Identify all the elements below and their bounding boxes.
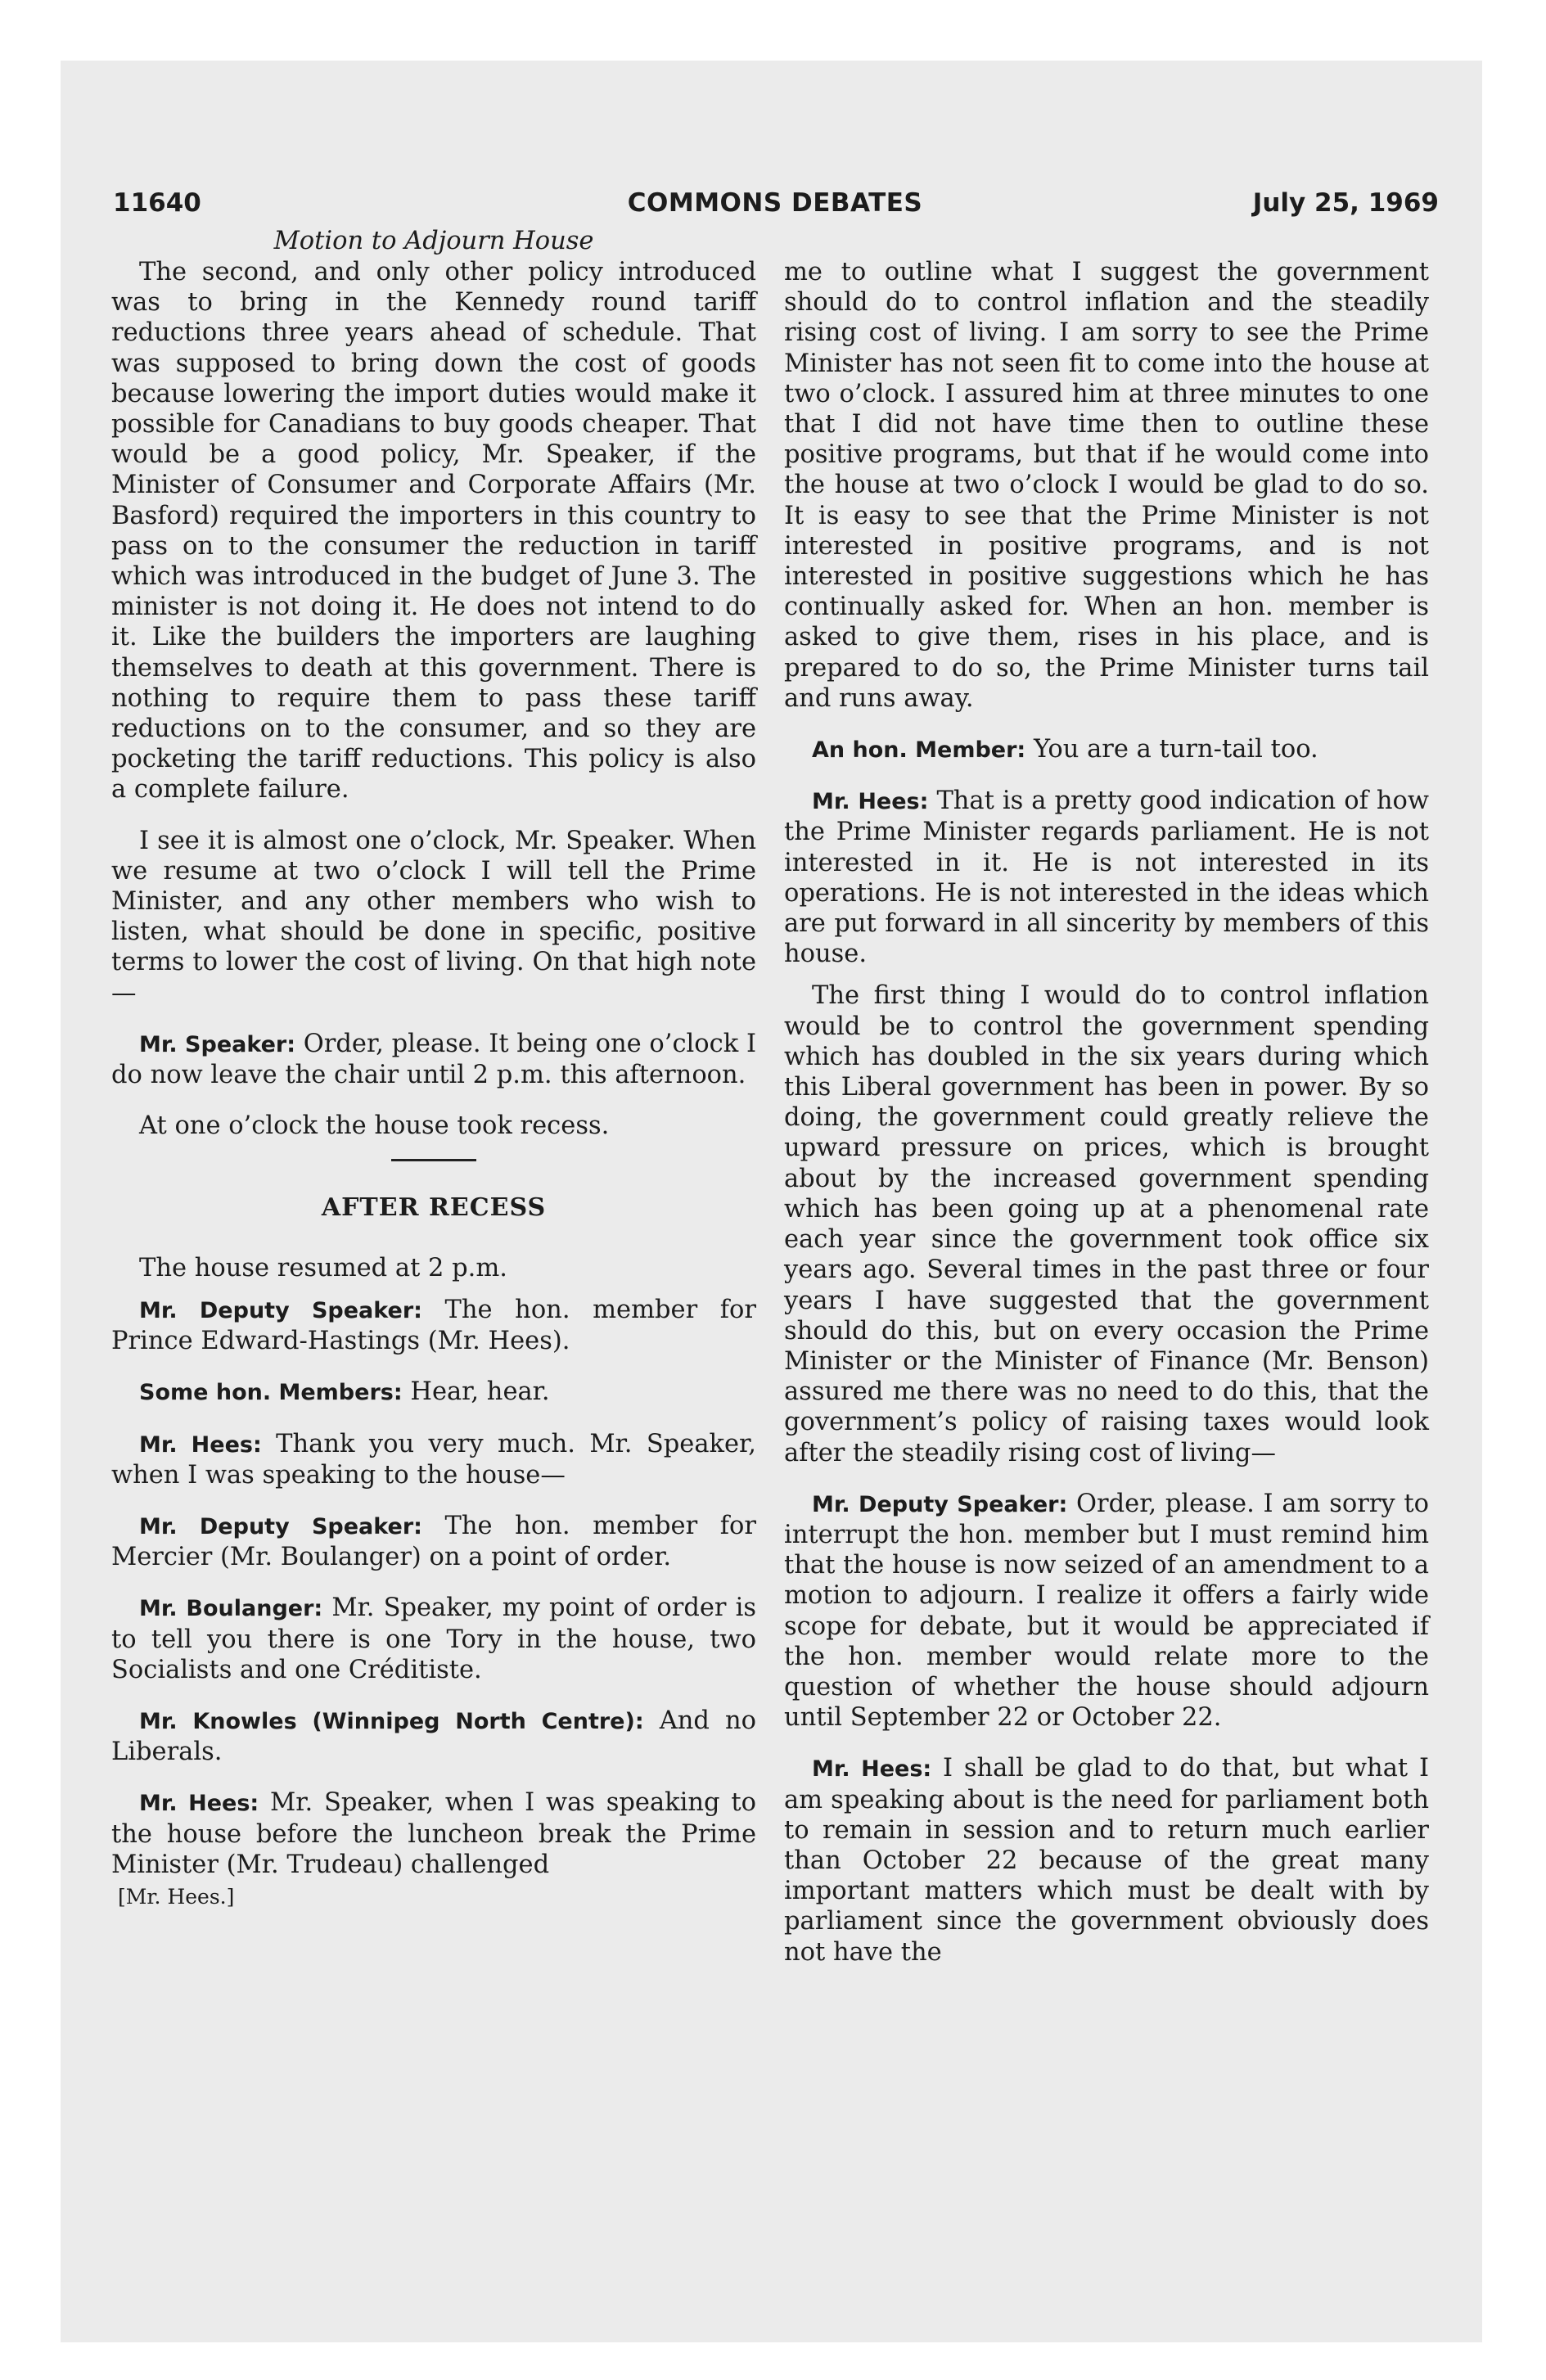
speech-text: Order, please. It being one o’clock I do now leave the chair until 2 p.m. this afternoon. — [111, 1029, 757, 1090]
speaker-name: Mr. Hees: — [139, 1431, 262, 1458]
speech — [784, 1489, 1429, 1733]
speaker-reference-footer: [Mr. Hees.] — [118, 1884, 235, 1909]
section-divider — [391, 1159, 476, 1161]
speech-text: Mr. Speaker, when I was speaking to the house before the luncheon break the Prime Minister (Mr. Trudeau) challenged — [111, 1788, 756, 1879]
page-number: 11640 — [113, 188, 201, 218]
running-head: Motion to Adjourn House — [273, 227, 594, 255]
speech — [111, 1295, 756, 1356]
speech — [111, 1706, 756, 1767]
speech — [784, 734, 1429, 765]
speech — [111, 1029, 756, 1090]
speaker-name: An hon. Member: — [812, 737, 1026, 764]
paragraph: I see it is almost one o’clock, Mr. Speaker. When we resume at two o’clock I will tell the Prime Minister, and any other members who wish to listen, what should be done in specific, positive terms to lower the cost of living. On that high note— — [111, 826, 756, 1007]
speech-text: And no Liberals. — [111, 1706, 756, 1767]
stage-direction: At one o’clock the house took recess. — [139, 1111, 610, 1141]
paragraph: The first thing I would do to control inflation would be to control the government spending which has doubled in the six years during which this Liberal government has been in power. By so doing, the government could greatly relieve the upward pressure on prices, which is brought about by the increased government spending which has been going up at a phenomenal rate each year since the government took office six years ago. Several times in the past three or four years I have suggested that the government should do this, but on every occasion the Prime Minister or the Minister of Finance (Mr. Benson) assured me there was no need to do this, that the government’s policy of raising taxes would look after the steadily rising cost of living— — [784, 981, 1429, 1467]
speech — [111, 1429, 756, 1490]
speaker-name: Mr. Knowles (Winnipeg North Centre): — [139, 1708, 644, 1734]
speech-text: The hon. member for Prince Edward-Hastings (Mr. Hees). — [111, 1295, 756, 1356]
speech-text: You are a turn-tail too. — [1033, 735, 1318, 764]
speaker-name: Mr. Deputy Speaker: — [812, 1491, 1068, 1517]
stage-direction: The house resumed at 2 p.m. — [139, 1253, 507, 1282]
speech — [111, 1511, 756, 1572]
speaker-name: Mr. Hees: — [812, 789, 929, 815]
speaker-name: Mr. Hees: — [812, 1756, 932, 1783]
paragraph: The second, and only other policy introduced was to bring in the Kennedy round tariff reductions three years ahead of schedule. That was supposed to bring down the cost of goods because lowering the import duties would make it possible for Canadians to buy goods cheaper. That would be a good policy, Mr. Speaker, if the Minister of Consumer and Corporate Affairs (Mr. Basford) required the importers in this country to pass on to the consumer the reduction in tariff which was introduced in the budget of June 3. The minister is not doing it. He does not intend to do it. Like the builders the importers are laughing themselves to death at this government. There is nothing to require them to pass these tariff reductions on to the consumer, and so they are pocketing the tariff reductions. This policy is also a complete failure. — [111, 258, 756, 805]
speech — [784, 1753, 1429, 1967]
section-title: AFTER RECESS — [321, 1193, 547, 1223]
page-header — [111, 185, 1439, 221]
speaker-name: Some hon. Members: — [139, 1380, 403, 1406]
speaker-name: Mr. Deputy Speaker: — [139, 1297, 422, 1323]
paragraph: me to outline what I suggest the government should do to control inflation and the steadily rising cost of living. I am sorry to see the Prime Minister has not seen fit to come into the house at two o’clock. I assured him at three minutes to one that I did not have time then to outline these positive programs, but that if he would come into the house at two o’clock I would be glad to do so. It is easy to see that the Prime Minister is not interested in positive programs, and is not interested in positive suggestions which he has continually asked for. When an hon. member is asked to give them, rises in his place, and is prepared to do so, the Prime Minister turns tail and runs away. — [784, 258, 1429, 713]
speech-text: Order, please. I am sorry to interrupt the hon. member but I must remind him that the house is now seized of an amendment to a motion to adjourn. I realize it offers a fairly wide scope for debate, but it would be appreciated if the hon. member would relate more to the question of whether the house should adjourn until September 22 or October 22. — [784, 1489, 1429, 1733]
hansard-page — [111, 185, 1439, 2166]
speech — [784, 786, 1429, 969]
speech-text: Mr. Speaker, my point of order is to tell you there is one Tory in the house, two Socialists and one Créditiste. — [111, 1593, 757, 1684]
journal-title: COMMONS DEBATES — [627, 188, 923, 218]
speech-text: The hon. member for Mercier (Mr. Boulanger) on a point of order. — [111, 1511, 756, 1572]
speech-text: Thank you very much. Mr. Speaker, when I was speaking to the house— — [111, 1429, 756, 1490]
right-column — [784, 257, 1429, 1988]
left-column — [111, 226, 756, 1912]
speaker-name: Mr. Deputy Speaker: — [139, 1513, 422, 1539]
speaker-name: Mr. Speaker: — [139, 1031, 296, 1057]
speech-text: That is a pretty good indication of how the Prime Minister regards parliament. He is not interested in it. He is not interested in its operations. He is not interested in the ideas which are put forward in all sincerity by members of this house. — [784, 787, 1429, 969]
speech — [111, 1787, 756, 1880]
speech — [111, 1377, 756, 1408]
speaker-name: Mr. Boulanger: — [139, 1596, 323, 1622]
speech-text: I shall be glad to do that, but what I am speaking about is the need for parliament both to remain in session and to return much earlier than October 22 because of the great many important matters which must be dealt with by parliament since the government obviously does not have the — [784, 1754, 1429, 1967]
speech — [111, 1593, 756, 1685]
speaker-name: Mr. Hees: — [139, 1791, 259, 1817]
speech-text: Hear, hear. — [410, 1377, 550, 1407]
issue-date: July 25, 1969 — [1252, 188, 1439, 218]
